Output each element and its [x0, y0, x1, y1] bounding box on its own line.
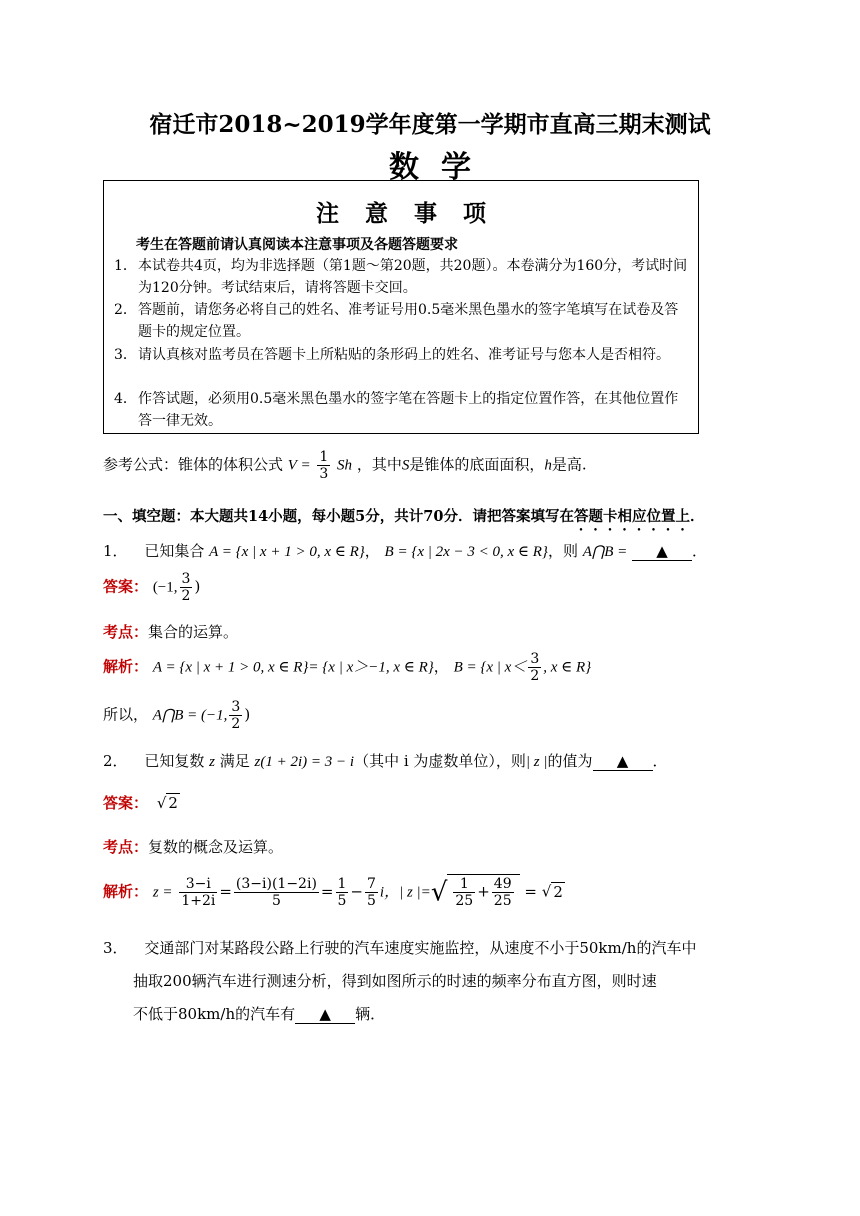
notice-item-number: 2． — [114, 302, 137, 318]
answer-label: 答案 — [103, 577, 134, 596]
answer-label: 答案 — [103, 794, 134, 812]
formula-desc: 是高. — [551, 455, 587, 474]
set-b: B = {x | 2x − 3 < 0, x ∈ R} — [384, 544, 548, 560]
answer-fraction: $\frac{3}{2}$ — [181, 571, 191, 604]
point-text: 复数的概念及运算。 — [148, 838, 284, 856]
reference-formula — [103, 450, 587, 481]
notice-item-number: 4． — [114, 391, 137, 407]
notice-subtitle: 考生在答题前请认真阅读本注意事项及各题答题要求 — [136, 237, 458, 253]
analysis-variable: i — [379, 884, 385, 901]
question-text: ，则 — [547, 542, 578, 560]
formula-fraction: $\frac{1}{3}$ — [319, 449, 329, 482]
question-text: 辆． — [355, 1005, 386, 1023]
formula-label: 参考公式：锥体的体积公式 — [103, 455, 284, 474]
answer-value: ) — [194, 577, 201, 596]
analysis-operator: − — [350, 882, 363, 901]
question-1 — [103, 540, 707, 561]
answer-value: (−1, — [152, 579, 178, 596]
analysis-fraction: $\frac{3}{2}$ — [530, 651, 540, 684]
exam-title: 宿迁市2018~2019学年度第一学期市直高三期末测试 — [149, 111, 711, 138]
notice-item — [114, 344, 692, 366]
analysis-fraction: $\frac{7}{5}$ — [367, 876, 376, 909]
formula-var-h: h — [544, 457, 552, 474]
notice-item — [114, 255, 692, 299]
question-2 — [103, 750, 668, 771]
q1-answer: 答案： (−1, $\frac{3}{2}$ ) — [103, 571, 201, 604]
point-text: 集合的运算。 — [148, 623, 239, 641]
analysis-expression: z = — [152, 884, 173, 901]
question-number: 2． — [103, 752, 128, 770]
formula-rhs: Sh — [337, 457, 353, 474]
question-text: 满足 — [219, 752, 250, 770]
notice-box — [103, 180, 699, 434]
point-label: 考点 — [103, 838, 134, 856]
question-3-line2 — [133, 970, 657, 991]
point-label: 考点 — [103, 623, 134, 641]
analysis-expression: , x ∈ R} — [543, 659, 592, 676]
q1-point: 考点：集合的运算。 — [103, 623, 239, 641]
analysis-label: 解析 — [103, 657, 134, 676]
question-text: ， — [364, 542, 380, 560]
q2-analysis: 解析： z = $\frac{3-i}{1+2i}$ = $\frac{(3-i)(1-2i)}{5}$ = $\frac{1}{5}$ − $\frac{7}{5}$ i，| z |=√ $\frac{1}{25}$ + $\frac{49}{25}$ = √ 2 — [103, 876, 563, 909]
question-text: ． — [692, 542, 708, 560]
conclusion-expression: ) — [244, 705, 251, 724]
answer-blank: ▲ — [632, 542, 692, 561]
section-emphasis: 答题卡相应位置上 — [573, 508, 690, 525]
analysis-fraction: $\frac{1}{5}$ — [337, 876, 347, 909]
question-text: 交通部门对某路段公路上行驶的汽车速度实施监控，从速度不小于50km/h的汽车中 — [144, 939, 697, 957]
set-a: A = {x | x + 1 > 0, x ∈ R} — [209, 544, 365, 560]
q2-point: 考点：复数的概念及运算。 — [103, 838, 284, 856]
q2-answer: 答案： √ 2 — [103, 794, 178, 812]
analysis-text: ， — [433, 657, 449, 676]
notice-item-text: 答题前，请您务必将自己的姓名、准考证号用0.5毫米黑色墨水的签字笔填写在试卷及答题卡的规定位置。 — [138, 302, 679, 340]
notice-item-text: 本试卷共4页，均为非选择题（第1题～第20题，共20题）。本卷满分为160分，考试时间为120分钟。考试结束后，请将答题卡交回。 — [138, 258, 688, 296]
notice-item-text: 作答试题，必须用0.5毫米黑色墨水的签字笔在答题卡上的指定位置作答，在其他位置作答一律无效。 — [138, 391, 679, 429]
variable-z: z — [209, 754, 215, 770]
question-expression: | z | — [525, 754, 548, 770]
analysis-fraction: $\frac{3-i}{1+2i}$ — [181, 876, 216, 909]
question-number: 1． — [103, 542, 128, 560]
notice-item-number: 1． — [114, 258, 137, 274]
question-text: 已知集合 — [144, 542, 205, 560]
question-3-line3 — [133, 1003, 385, 1024]
answer-value: 2 — [168, 794, 178, 812]
q1-conclusion — [103, 700, 250, 731]
question-3 — [103, 937, 696, 958]
subject-title: 数学 — [389, 150, 493, 185]
question-text: 已知复数 — [144, 752, 205, 770]
formula-var-s: S — [401, 457, 410, 474]
conclusion-text: 所以， — [103, 705, 149, 724]
conclusion-expression: A⋂B = (−1, — [152, 707, 228, 724]
formula-desc: ，其中 — [356, 455, 402, 474]
question-text: ． — [652, 752, 668, 770]
formula-lhs: V = — [287, 457, 311, 474]
analysis-fraction: $\frac{1}{25}$ — [455, 876, 474, 909]
conclusion-fraction: $\frac{3}{2}$ — [231, 699, 241, 732]
analysis-expression: A = {x | x + 1 > 0, x ∈ R}= {x | x＞−1, x ∈ R} — [152, 659, 434, 676]
answer-blank: ▲ — [593, 752, 653, 771]
analysis-expression: B = {x | x＜ — [453, 659, 527, 676]
section-heading: 一、填空题：本大题共14小题，每小题5分，共计70分．请把答案填写在答题卡相应位置上． — [103, 508, 705, 525]
analysis-fraction: $\frac{(3-i)(1-2i)}{5}$ — [235, 876, 317, 909]
analysis-label: 解析 — [103, 882, 134, 901]
notice-item-number: 3． — [114, 347, 137, 363]
question-text: 不低于80km/h的汽车有 — [133, 1005, 296, 1023]
analysis-expression: ，| z |= — [384, 884, 431, 901]
formula-desc: 是锥体的底面面积， — [409, 455, 545, 474]
answer-blank: ▲ — [295, 1005, 355, 1024]
analysis-result: 2 — [553, 882, 563, 901]
question-equation: z(1 + 2i) = 3 − i — [254, 754, 355, 770]
analysis-operator: = — [524, 882, 537, 901]
q1-analysis: 解析： A = {x | x + 1 > 0, x ∈ R}= {x | x＞−1, x ∈ R}， B = {x | x＜ $\frac{3}{2}$ , x ∈ R} — [103, 651, 592, 684]
question-text: （其中 i 为虚数单位），则 — [354, 752, 526, 770]
notice-item — [114, 388, 692, 432]
notice-title: 注意事项 — [316, 200, 512, 227]
question-text: 的值为 — [547, 752, 593, 770]
analysis-operator: + — [477, 882, 490, 901]
analysis-fraction: $\frac{49}{25}$ — [493, 876, 512, 909]
notice-item-text: 请认真核对监考员在答题卡上所粘贴的条形码上的姓名、准考证号与您本人是否相符。 — [138, 347, 670, 363]
question-number: 3． — [103, 939, 128, 957]
question-expression: A⋂B = — [582, 544, 628, 560]
notice-item — [114, 299, 692, 343]
question-text: 抽取200辆汽车进行测速分析，得到如图所示的时速的频率分布直方图，则时速 — [133, 972, 657, 990]
